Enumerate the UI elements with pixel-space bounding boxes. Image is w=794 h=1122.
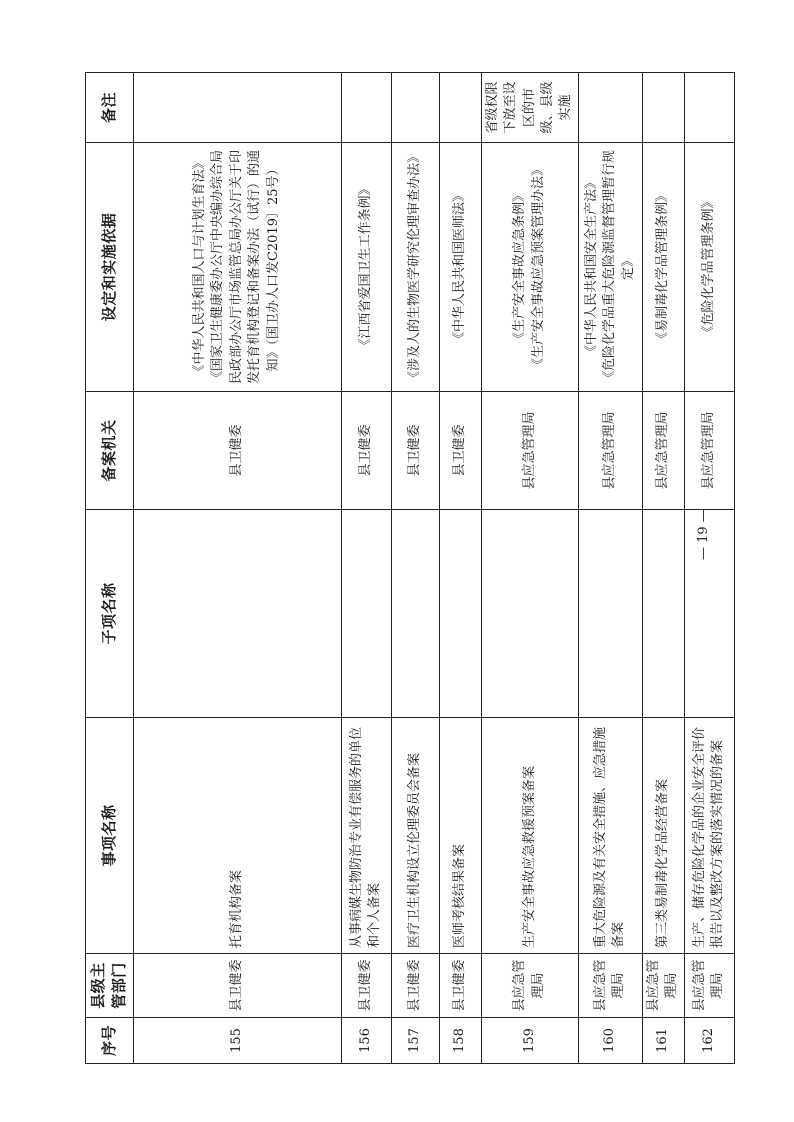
- cell-dept: 县卫健委: [341, 954, 391, 1018]
- cell-seq: 160: [578, 1018, 642, 1064]
- filing-items-table: [85, 72, 735, 1064]
- cell-basis: 《生产安全事故应急条例》 《生产安全事故应急预案管理办法》: [481, 143, 578, 392]
- header-dept: 县级主管部门: [86, 954, 134, 1018]
- cell-item: 医师考核结果备案: [439, 718, 481, 954]
- cell-sub: [481, 510, 578, 718]
- cell-basis: 《中华人民共和国安全生产法》 《危险化学品重大危险源监督管理暂行规定》: [578, 143, 642, 392]
- cell-note: [578, 73, 642, 143]
- cell-item: 重大危险源及有关安全措施、应急措施备案: [578, 718, 642, 954]
- cell-filing: 县应急管理局: [578, 392, 642, 510]
- cell-item: 第三类易制毒化学品经营备案: [642, 718, 684, 954]
- cell-note: 省级权限下放至设区的市级、县级实施: [481, 73, 578, 143]
- cell-dept: 县卫健委: [133, 954, 341, 1018]
- cell-filing: 县应急管理局: [481, 392, 578, 510]
- cell-seq: 162: [684, 1018, 734, 1064]
- cell-filing: 县应急管理局: [642, 392, 684, 510]
- table-row: [439, 73, 481, 1064]
- cell-basis: 《中华人民共和国人口与计划生育法》 《国家卫生健康委办公厅中央编办综合局民政部办公厅市场监管总局办公厅关于印发托育机构登记和备案办法（试行）的通知》（国卫办人口发C2019〕25号）: [133, 143, 341, 392]
- table-row: [578, 73, 642, 1064]
- cell-filing: 县卫健委: [391, 392, 439, 510]
- table-header-row: [86, 73, 134, 1064]
- header-filing: 备案机关: [86, 392, 134, 510]
- cell-item: 医疗卫生机构设立伦理委员会备案: [391, 718, 439, 954]
- cell-seq: 159: [481, 1018, 578, 1064]
- table-row: [642, 73, 684, 1064]
- cell-note: [684, 73, 734, 143]
- rotated-page-content: [85, 73, 726, 1064]
- cell-seq: 158: [439, 1018, 481, 1064]
- cell-seq: 161: [642, 1018, 684, 1064]
- cell-seq: 156: [341, 1018, 391, 1064]
- cell-sub: [578, 510, 642, 718]
- cell-note: [391, 73, 439, 143]
- cell-sub: [439, 510, 481, 718]
- cell-basis: 《危险化学品管理条例》: [684, 143, 734, 392]
- cell-sub: [642, 510, 684, 718]
- cell-filing: 县卫健委: [439, 392, 481, 510]
- header-sub: 子项名称: [86, 510, 134, 718]
- cell-dept: 县应急管理局: [642, 954, 684, 1018]
- cell-item: 生产、储存危险化学品的企业安全评价报告以及整改方案的落实情况的备案: [684, 718, 734, 954]
- cell-dept: 县应急管理局: [481, 954, 578, 1018]
- cell-note: [439, 73, 481, 143]
- header-seq: 序号: [86, 1018, 134, 1064]
- table-row: [133, 73, 341, 1064]
- cell-note: [341, 73, 391, 143]
- cell-basis: 《易制毒化学品管理条例》: [642, 143, 684, 392]
- cell-dept: 县卫健委: [439, 954, 481, 1018]
- table-row: [684, 73, 734, 1064]
- cell-item: 从事病媒生物防治专业有偿服务的单位和个人备案: [341, 718, 391, 954]
- table-row: [341, 73, 391, 1064]
- table-row: [391, 73, 439, 1064]
- cell-seq: 155: [133, 1018, 341, 1064]
- cell-dept: 县应急管理局: [684, 954, 734, 1018]
- cell-basis: 《中华人民共和国医师法》: [439, 143, 481, 392]
- header-note: 备注: [86, 73, 134, 143]
- cell-note: [642, 73, 684, 143]
- cell-sub: [341, 510, 391, 718]
- cell-basis: 《江西省爱国卫生工作条例》: [341, 143, 391, 392]
- cell-dept: 县应急管理局: [578, 954, 642, 1018]
- cell-item: 托育机构备案: [133, 718, 341, 954]
- cell-seq: 157: [391, 1018, 439, 1064]
- header-item: 事项名称: [86, 718, 134, 954]
- header-basis: 设定和实施依据: [86, 143, 134, 392]
- page-number: — 19 —: [696, 509, 711, 560]
- table-row: [481, 73, 578, 1064]
- cell-sub: [133, 510, 341, 718]
- cell-dept: 县卫健委: [391, 954, 439, 1018]
- cell-note: [133, 73, 341, 143]
- cell-item: 生产安全事故应急救援预案备案: [481, 718, 578, 954]
- cell-basis: 《涉及人的生物医学研究伦理审查办法》: [391, 143, 439, 392]
- cell-filing: 县卫健委: [133, 392, 341, 510]
- cell-filing: 县应急管理局: [684, 392, 734, 510]
- cell-sub: [391, 510, 439, 718]
- cell-filing: 县卫健委: [341, 392, 391, 510]
